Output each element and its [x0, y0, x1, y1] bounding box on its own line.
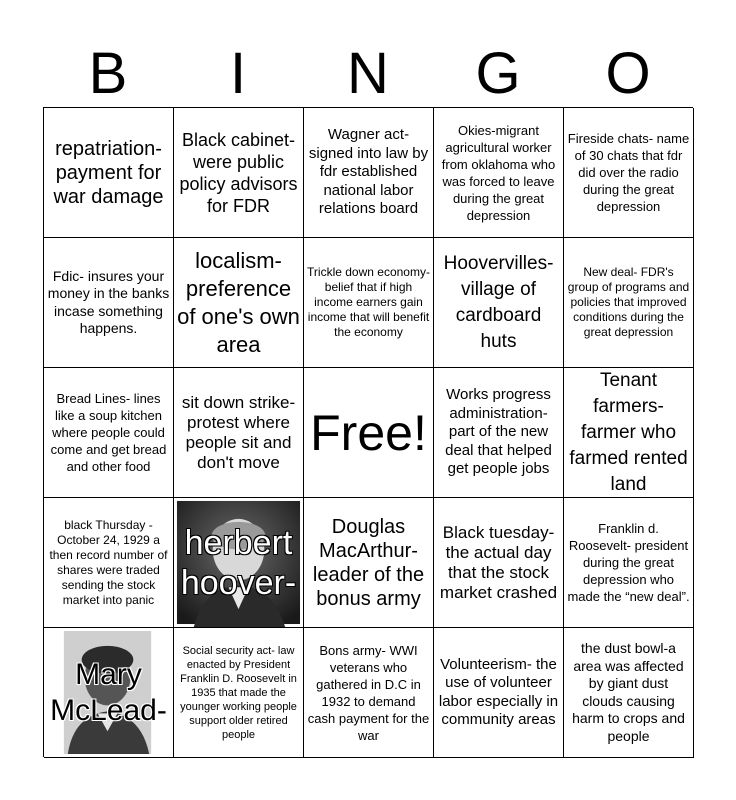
cell-text: Fdic- insures your money in the banks incase something happens.	[47, 267, 170, 336]
bingo-cell[interactable]	[174, 368, 304, 498]
bingo-cell[interactable]	[44, 368, 174, 498]
cell-text: the dust bowl-a area was affected by giant dust clouds causing harm to crops and people	[572, 640, 685, 744]
cell-text: Volunteerism- the use of volunteer labor especially in community areas	[438, 655, 559, 728]
bingo-cell[interactable]	[434, 238, 564, 368]
cell-text: black Thursday - October 24, 1929 a then record number of shares were traded sending the stock market into panic	[49, 517, 168, 607]
bingo-cell[interactable]	[564, 108, 694, 238]
bingo-cell[interactable]	[44, 498, 174, 628]
bingo-grid	[43, 107, 693, 757]
cell-text: Bons army- WWI veterans who gathered in D.C in 1932 to demand cash payment for the war	[307, 642, 430, 743]
bingo-cell[interactable]	[434, 498, 564, 628]
cell-text: localism- preference of one's own area	[177, 247, 300, 357]
bingo-cell[interactable]	[174, 628, 304, 758]
cell-text: Fireside chats- name of 30 chats that fdr did over the radio during the great depression	[567, 131, 690, 214]
free-space-label: Free!	[310, 404, 427, 461]
cell-text: Works progress administration- part of the new deal that helped get people jobs	[445, 386, 552, 478]
cell-text: Black cabinet- were public policy advisors for FDR	[179, 129, 298, 216]
header-letter-n: N	[347, 41, 389, 106]
cell-text: Tenant farmers- farmer who farmed rented land	[569, 369, 688, 495]
header-letter-b: B	[88, 41, 128, 106]
cell-text: New deal- FDR's group of programs and policies that improved conditions during the great depression	[567, 265, 690, 339]
bingo-cell[interactable]	[564, 628, 694, 758]
cell-text: Black tuesday- the actual day that the stock market crashed	[439, 522, 558, 602]
cell-text: herbert hoover-	[180, 523, 297, 602]
cell-text: Social security act- law enacted by President Franklin D. Roosevelt in 1935 that made the younger working people support older retired people	[180, 644, 297, 741]
cell-text: repatriation- payment for war damage	[53, 137, 164, 208]
bingo-cell[interactable]	[564, 498, 694, 628]
header-letter-o: O	[605, 41, 651, 106]
bingo-cell[interactable]	[304, 498, 434, 628]
bingo-cell[interactable]	[434, 628, 564, 758]
cell-text: Okies-migrant agricultural worker from oklahoma who was forced to leave during the great depression	[441, 122, 556, 223]
cell-text: sit down strike- protest where people sit and don't move	[181, 392, 296, 472]
bingo-cell[interactable]	[44, 108, 174, 238]
cell-text: Trickle down economy- belief that if high income earners gain income that will benefit the economy	[307, 265, 430, 339]
bingo-cell[interactable]	[434, 108, 564, 238]
bingo-cell[interactable]	[44, 238, 174, 368]
bingo-cell[interactable]	[564, 368, 694, 498]
bingo-cell[interactable]	[174, 108, 304, 238]
bingo-cell-free[interactable]	[304, 368, 434, 498]
cell-text: Bread Lines- lines like a soup kitchen where people could come and get bread and other food	[50, 391, 167, 474]
bingo-cell-photo[interactable]	[44, 628, 174, 758]
cell-text: Wagner act- signed into law by fdr established national labor relations board	[308, 126, 429, 218]
bingo-header	[43, 40, 693, 108]
cell-text: Mary McLead-	[50, 657, 167, 727]
bingo-cell[interactable]	[174, 238, 304, 368]
bingo-cell[interactable]	[304, 238, 434, 368]
bingo-cell-photo[interactable]	[174, 498, 304, 628]
header-letter-g: G	[475, 41, 521, 106]
cell-text: Douglas MacArthur- leader of the bonus army	[312, 515, 425, 610]
bingo-cell[interactable]	[434, 368, 564, 498]
bingo-cell[interactable]	[304, 628, 434, 758]
bingo-cell[interactable]	[304, 108, 434, 238]
header-letter-i: I	[229, 41, 247, 106]
cell-text: Franklin d. Roosevelt- president during the great depression who made the “new deal”.	[567, 521, 690, 604]
bingo-cell[interactable]	[564, 238, 694, 368]
cell-text: Hoovervilles- village of cardboard huts	[443, 252, 554, 352]
